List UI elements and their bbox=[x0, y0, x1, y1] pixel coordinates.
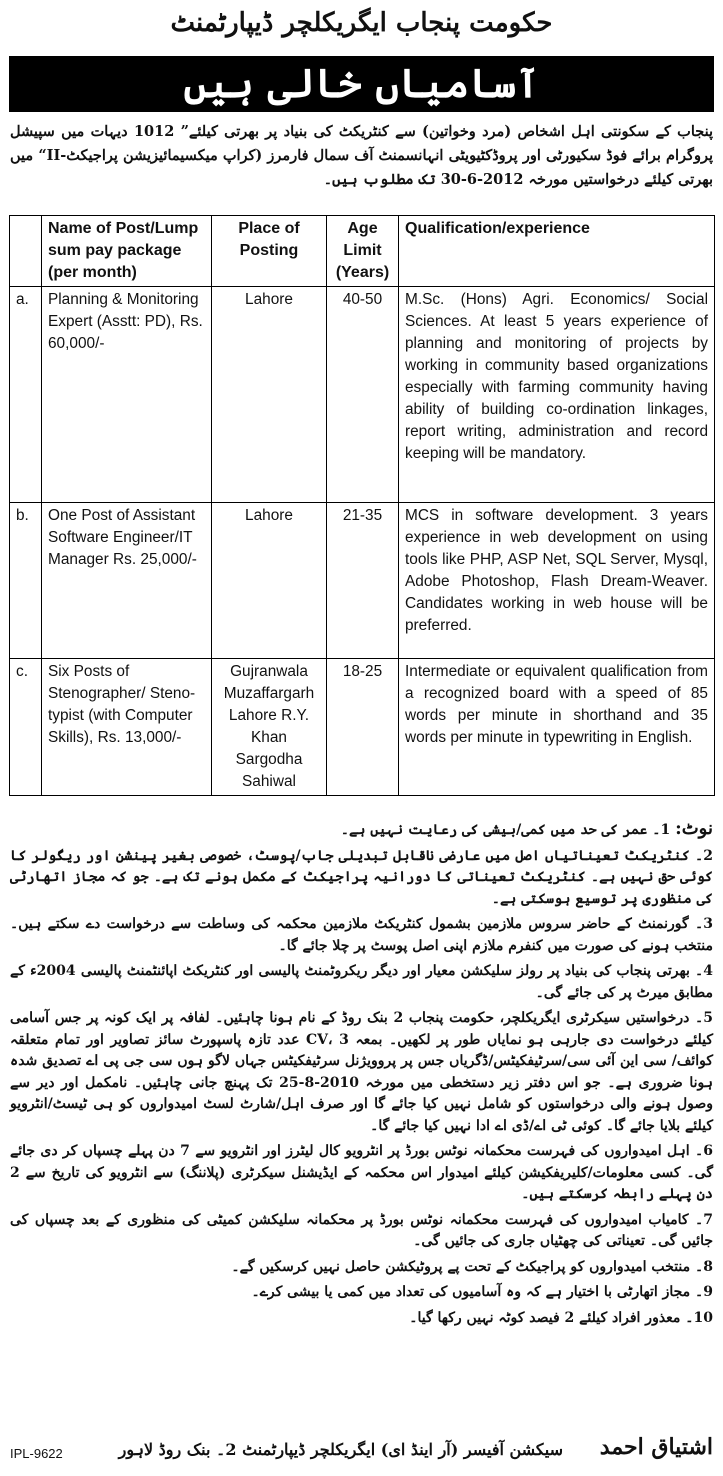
header-place: Place of Posting bbox=[212, 216, 327, 287]
intro-paragraph: پنجاب کے سکونتی اہل اشخاص (مرد وخواتین) سے کنٹریکٹ کی بنیاد پر بھرتی کیلئے” 1012 دیہات میں سپیشل پروگرام برائے فوڈ سکیورٹی اور پروڈکٹیویٹی انہانسمنٹ آف سمال فارمرز (کراپ میکسیمائیزیشن پراجیکٹ-II“ میں بھرتی کیلئے درخواستیں مورخہ 2012-6-30 تک مطلوب ہیں۔ bbox=[10, 123, 714, 188]
note-item: 3۔ گورنمنٹ کے حاضر سروس ملازمین بشمول کنٹریکٹ ملازمین محکمہ کی وساطت سے درخواست دے سکتے ہیں۔ منتخب ہونے کی صورت میں کنفرم ملازم اپنی اصل پوسٹ پر چلا جائے گا۔ bbox=[10, 916, 713, 954]
row-post: Six Posts of Stenographer/ Steno-typist (with Computer Skills), Rs. 13,000/- bbox=[42, 659, 212, 796]
row-sr: a. bbox=[10, 287, 42, 503]
header-post: Name of Post/Lump sum pay package (per month) bbox=[42, 216, 212, 287]
note-item: 5۔ درخواستیں سیکرٹری ایگریکلچر، حکومت پنجاب 2 بنک روڈ کے نام ہونا چاہئیں۔ لفافہ پر ایک کونہ پر جس آسامی کیلئے درخواست دی جارہی ہو نمایاں طور پر لکھیں۔ بمعہ CV، 3 عدد تازہ پاسپورٹ سائز تصاویر اور تمام متعلقہ کوائف/ سی این آئی سی/سرٹیفکیٹس/ڈگریاں جس پر پروویژنل سرٹیفکیٹس جہاں لاگو ہوں سی جی پی اے تصدیق شدہ ہونا ضروری ہے۔ جو اس دفتر زیر دستخطی میں مورخہ 2010-8-25 تک پہنچ جانی چاہئیں۔ نامکمل اور دیر سے وصول ہونے والی درخواستوں کو شامل نہیں کیا جائے گا اور صرف اہل/شارٹ لسٹ امیدواروں کو ہی ٹیسٹ/انٹرویو کیلئے بلایا جائے گا۔ کوئی ٹی اے/ڈی اے ادا نہیں کیا جائے گا۔ bbox=[10, 1010, 714, 1134]
note-item: 6۔ اہل امیدواروں کی فہرست محکمانہ نوٹس بورڈ پر انٹرویو کال لیٹرز اور انٹرویو سے 7 دن پہلے چسپاں کر دی جائے گی۔ کسی معلومات/کلیریفکیشن کیلئے امیدوار اس محکمہ کے ایڈیشنل سیکرٹری (پلاننگ) سے انٹرویو کی تاریخ سے 2 دن پہلے رابطہ کرسکتے ہیں۔ bbox=[10, 1143, 713, 1202]
row-post: One Post of Assistant Software Engineer/IT Manager Rs. 25,000/- bbox=[42, 503, 212, 659]
row-place: Gujranwala Muzaffargarh Lahore R.Y. Khan Sargodha Sahiwal bbox=[212, 659, 327, 796]
ipl-code: IPL-9622 bbox=[10, 1446, 63, 1461]
table-row bbox=[10, 287, 715, 503]
row-place: Lahore bbox=[212, 503, 327, 659]
row-qualification: MCS in software development. 3 years experience in web development on using tools like PHP, ASP Net, SQL Server, Mysql, Adobe Photoshop, Flash Dream-Weaver. Candidates working in web house will be preferred. bbox=[399, 503, 715, 659]
row-age: 40-50 bbox=[327, 287, 399, 503]
row-qualification: M.Sc. (Hons) Agri. Economics/ Social Sciences. At least 5 years experience of planning and monitoring of projects by working in community based organizations especially with farming community having ability of building co-ordination linkages, report writing, administration and record keeping will be mandatory. bbox=[399, 287, 715, 503]
table-header-row bbox=[10, 216, 715, 287]
row-qualification: Intermediate or equivalent qualification from a recognized board with a speed of 85 words per minute in shorthand and 35 words per minute in typewriting in English. bbox=[399, 659, 715, 796]
signatory-name: اشتیاق احمد bbox=[599, 1434, 713, 1460]
table-row bbox=[10, 503, 715, 659]
row-post: Planning & Monitoring Expert (Asstt: PD), Rs. 60,000/- bbox=[42, 287, 212, 503]
header-qualification: Qualification/experience bbox=[399, 216, 715, 287]
footer bbox=[10, 1434, 713, 1468]
signatory-office: سیکشن آفیسر (آر اینڈ ای) ایگریکلچر ڈیپارٹمنٹ 2۔ بنک روڈ لاہور bbox=[118, 1440, 563, 1459]
note-item: 9۔ مجاز اتھارٹی با اختیار ہے کہ وہ آسامیوں کی تعداد میں کمی یا بیشی کرے۔ bbox=[251, 1284, 713, 1300]
vacancies-banner: آسامیاں خالی ہیں bbox=[9, 56, 714, 112]
notes-section bbox=[10, 818, 713, 1333]
row-age: 21-35 bbox=[327, 503, 399, 659]
posts-table bbox=[9, 215, 715, 796]
note-item: 2۔ کنٹریکٹ تعیناتیاں اصل میں عارضی ناقابل تبدیلی جاب/پوسٹ، خصوصی بغیر پینشن اور ریگولر کا کوئی حق نہیں ہے۔ کنٹریکٹ تعیناتی کا دورانیہ پراجیکٹ کے مکمل ہونے تک ہے۔ جو کہ مجاز اتھارٹی کی منظوری پر توسیع ہوسکتی ہے۔ bbox=[10, 847, 713, 907]
table-row bbox=[10, 659, 715, 796]
row-sr: b. bbox=[10, 503, 42, 659]
notes-label: نوٹ: bbox=[675, 818, 713, 839]
note-item bbox=[10, 818, 713, 842]
row-place: Lahore bbox=[212, 287, 327, 503]
note-item: 7۔ کامیاب امیدواروں کی فہرست محکمانہ نوٹس بورڈ پر محکمانہ سلیکشن کمیٹی کی منظوری کے بعد چسپاں کی جائیں گی۔ تعیناتی کی چھٹیاں جاری کی جائیں گی۔ bbox=[10, 1211, 713, 1249]
row-sr: c. bbox=[10, 659, 42, 796]
row-age: 18-25 bbox=[327, 659, 399, 796]
note-item: 10۔ معذور افراد کیلئے 2 فیصد کوٹہ نہیں رکھا گیا۔ bbox=[409, 1309, 713, 1326]
note-item: 8۔ منتخب امیدواروں کو پراجیکٹ کے تحت پے پروٹیکشن حاصل نہیں کرسکیں گے۔ bbox=[231, 1258, 713, 1275]
note-item: 4۔ بھرتی پنجاب کی بنیاد پر رولز سلیکشن معیار اور دیگر ریکروٹمنٹ پالیسی اور کنٹریکٹ اپائنٹمنٹ پالیسی 2004ء کے مطابق میرٹ پر کی جائے گی۔ bbox=[10, 963, 713, 1001]
header-sr bbox=[10, 216, 42, 287]
note-text: 1۔ عمر کی حد میں کمی/بیشی کی رعایت نہیں ہے۔ bbox=[340, 822, 671, 838]
department-title: حکومت پنجاب ایگریکلچر ڈیپارٹمنٹ bbox=[170, 8, 553, 38]
header-age: Age Limit (Years) bbox=[327, 216, 399, 287]
